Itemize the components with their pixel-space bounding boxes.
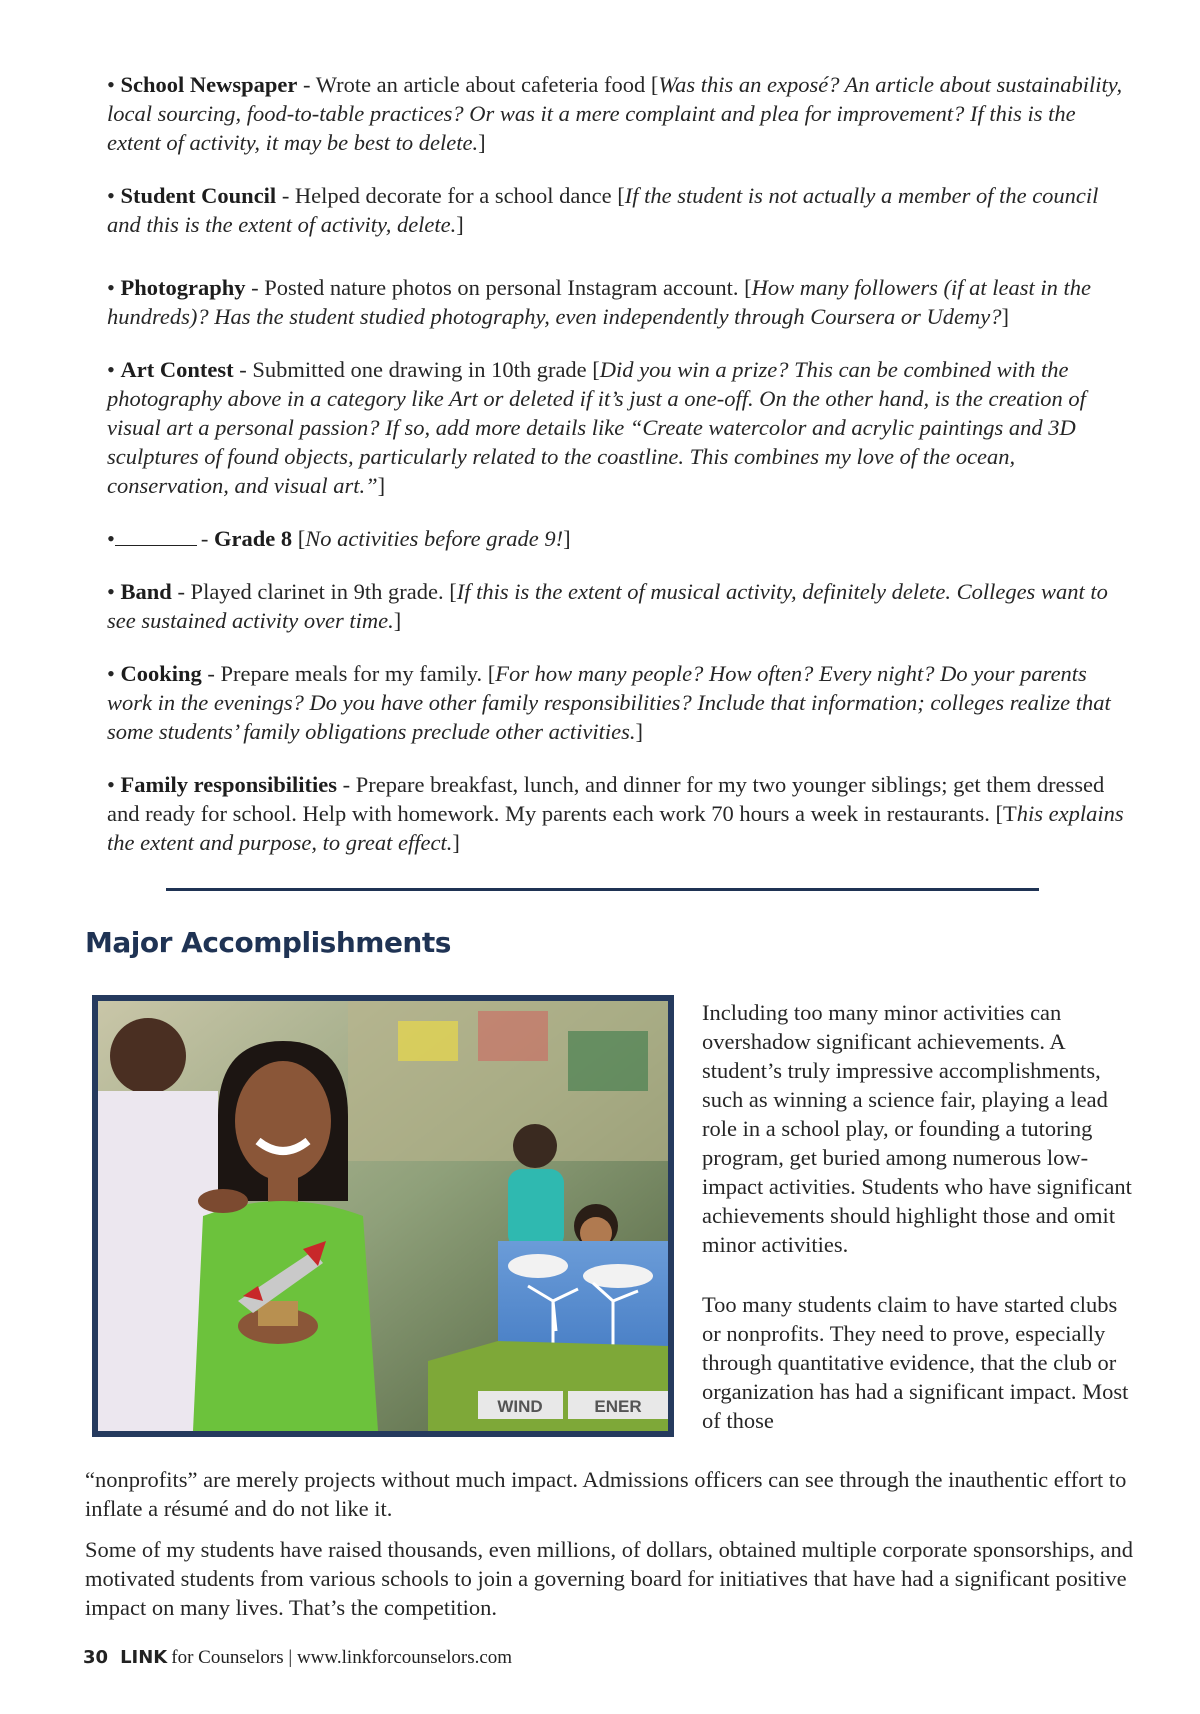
counselor-note: Was this an exposé? An article about sustainability, local sourcing, food-to-table practices? Or was it a mere complaint and plea for improvement? If this is the extent of activity, it may be best to delete. (107, 72, 1123, 155)
section-divider (166, 888, 1039, 891)
counselor-note: Did you win a prize? This can be combined with the photography above in a category like Art or deleted if it’s just a one-off. On the other hand, is the creation of visual art a personal passion? If so, add more details like “Create watercolor and acrylic paintings and 3D sculptures of found objects, particularly related to the coastline. This combines my love of the ocean, conservation, and visual art.” (107, 357, 1086, 498)
bracket-close: ] (377, 473, 386, 498)
brand-name: LINK (120, 1647, 168, 1668)
counselor-note: If this is the extent of musical activity, definitely delete. Colleges want to see sustained activity over time. (107, 579, 1108, 633)
sign-wind-label: WIND (497, 1397, 543, 1416)
counselor-note: If the student is not actually a member of the council and this is the extent of activity, delete. (107, 183, 1099, 237)
bullet-marker: • (107, 579, 121, 604)
paragraph: Including too many minor activities can overshadow significant achievements. A student’s truly impressive accomplishments, such as winning a science fair, playing a lead role in a school play, or founding a tutoring program, get buried among numerous low-impact activities. Students who have significant achievements should highlight those and omit minor activities. (702, 1000, 1132, 1257)
activity-title: School Newspaper (120, 72, 298, 97)
activity-item (107, 181, 1127, 239)
activity-item (107, 273, 1127, 331)
footer-text: for Counselors | www.linkforcounselors.com (171, 1647, 513, 1668)
activity-description: - Played clarinet in 9th grade. [ (171, 579, 457, 604)
counselor-note: his explains the extent and purpose, to great effect. (107, 801, 1124, 855)
sign-energy-label: ENER (594, 1397, 642, 1416)
bracket-close: ] (1001, 304, 1009, 329)
activity-title: Family responsibilities (120, 772, 337, 797)
activity-item (107, 770, 1127, 857)
activity-title: Student Council (120, 183, 277, 208)
counselor-note: For how many people? How often? Every night? Do your parents work in the evenings? Do you have other family responsibilities? Include that information; colleges realize that some students’ family obligations preclude other activities. (107, 661, 1111, 744)
activity-title: Art Contest (120, 357, 234, 382)
bullet-marker: • (107, 357, 121, 382)
activity-description: - Wrote an article about cafeteria food [ (297, 72, 659, 97)
activity-list (107, 70, 1127, 881)
activity-title: Grade 8 (214, 526, 293, 551)
activity-title: Band (120, 579, 172, 604)
section-title: Major Accomplishments (85, 926, 451, 959)
page-number: 30 (83, 1647, 109, 1668)
bracket-close: ] (478, 130, 486, 155)
activity-item (107, 524, 1127, 553)
activity-item (107, 659, 1127, 746)
activity-description: - Helped decorate for a school dance [ (276, 183, 625, 208)
bullet-marker: • (107, 183, 121, 208)
bracket-close: ] (452, 830, 460, 855)
paragraph: Too many students claim to have started clubs or nonprofits. They need to prove, especially through quantitative evidence, that the club or organization has had a significant impact. Most of those (702, 1292, 1129, 1433)
blank-line (115, 527, 197, 546)
bracket-close: ] (456, 212, 464, 237)
bracket-close: ] (393, 608, 402, 633)
bullet-marker: • (107, 275, 121, 300)
activity-description: - Prepare breakfast, lunch, and dinner for my two younger siblings; get them dressed and ready for school. Help with homework. My parents each work 70 hours a week in restaurants. [T (107, 772, 1105, 826)
counselor-note: How many followers (if at least in the hundreds)? Has the student studied photography, even independently through Coursera or Udemy? (107, 275, 1092, 329)
activity-description: - Prepare meals for my family. [ (201, 661, 496, 686)
activity-item (107, 355, 1127, 500)
page-footer (83, 1647, 512, 1669)
counselor-note: No activities before grade 9! (305, 526, 564, 551)
bullet-marker: • (107, 661, 121, 686)
photo-illustration (98, 1001, 668, 1431)
paragraph: Some of my students have raised thousands, even millions, of dollars, obtained multiple corporate sponsorships, and motivated students from various schools to join a governing board for initiatives that have had a significant positive impact on many lives. That’s the competition. (85, 1537, 1133, 1620)
paragraph: “nonprofits” are merely projects without much impact. Admissions officers can see through the inauthentic effort to inflate a résumé and do not like it. (85, 1467, 1127, 1521)
activity-description: [ (292, 526, 306, 551)
activity-item (107, 577, 1127, 635)
student-award-photo (92, 995, 674, 1437)
activity-title: Photography (120, 275, 246, 300)
side-column (702, 998, 1132, 1466)
activity-description: - Posted nature photos on personal Instagram account. [ (245, 275, 752, 300)
bracket-close: ] (635, 719, 643, 744)
activity-item (107, 70, 1127, 157)
bullet-marker: • (107, 526, 115, 551)
dash: - (200, 526, 215, 551)
activity-description: - Submitted one drawing in 10th grade [ (233, 357, 600, 382)
bracket-close: ] (563, 526, 571, 551)
bullet-marker: • (107, 72, 121, 97)
body-text (85, 1465, 1145, 1634)
activity-title: Cooking (120, 661, 202, 686)
bullet-marker: • (107, 772, 121, 797)
